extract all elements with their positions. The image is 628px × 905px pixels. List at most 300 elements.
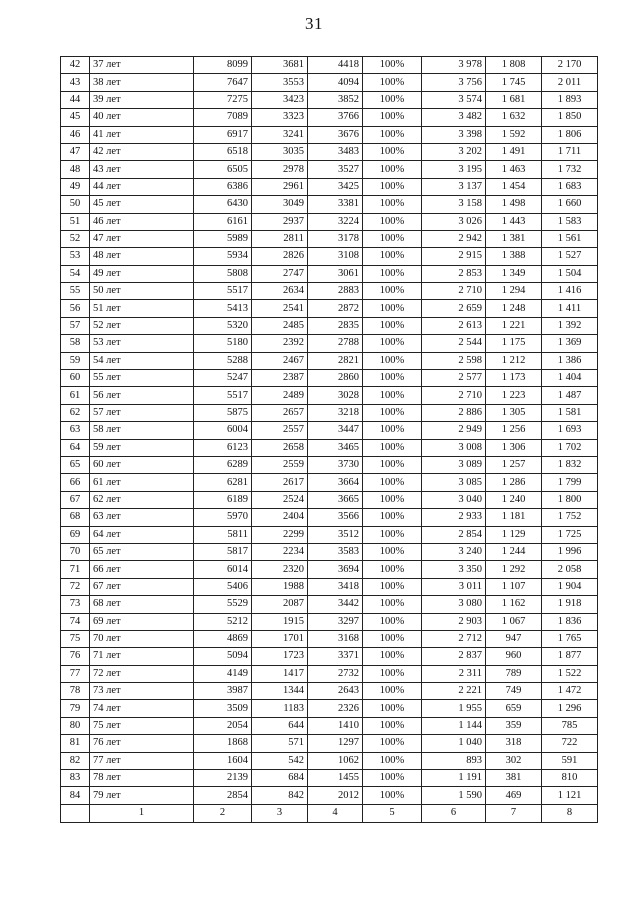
percent-cell: 100% [363, 213, 422, 230]
value-8-cell: 1 411 [542, 300, 598, 317]
table-row [61, 474, 598, 491]
female-cell: 3218 [308, 404, 363, 421]
value-7-cell: 1 256 [486, 422, 542, 439]
male-cell: 1417 [252, 665, 308, 682]
value-7-cell: 1 491 [486, 143, 542, 160]
female-cell: 3465 [308, 439, 363, 456]
row-number-cell: 81 [61, 735, 90, 752]
male-cell: 2559 [252, 456, 308, 473]
value-8-cell: 1 918 [542, 596, 598, 613]
male-cell: 2524 [252, 491, 308, 508]
value-6-cell: 1 590 [422, 787, 486, 804]
age-group-cell: 47 лет [90, 230, 194, 247]
percent-cell: 100% [363, 439, 422, 456]
row-number-cell: 71 [61, 561, 90, 578]
table-row [61, 196, 598, 213]
row-number-cell: 76 [61, 648, 90, 665]
value-7-cell: 1 381 [486, 230, 542, 247]
value-6-cell: 3 011 [422, 578, 486, 595]
percent-cell: 100% [363, 613, 422, 630]
percent-cell: 100% [363, 91, 422, 108]
percent-cell: 100% [363, 491, 422, 508]
male-cell: 571 [252, 735, 308, 752]
value-6-cell: 2 942 [422, 230, 486, 247]
percent-cell: 100% [363, 352, 422, 369]
value-6-cell: 2 933 [422, 509, 486, 526]
table-row [61, 178, 598, 195]
value-8-cell: 1 583 [542, 213, 598, 230]
value-6-cell: 2 311 [422, 665, 486, 682]
value-8-cell: 1 702 [542, 439, 598, 456]
column-number-cell: 3 [252, 804, 308, 822]
value-6-cell: 2 712 [422, 630, 486, 647]
row-number-cell: 72 [61, 578, 90, 595]
value-8-cell: 722 [542, 735, 598, 752]
row-number-cell: 60 [61, 370, 90, 387]
age-group-cell: 72 лет [90, 665, 194, 682]
value-6-cell: 2 903 [422, 613, 486, 630]
row-number-cell: 64 [61, 439, 90, 456]
total-cell: 7647 [194, 74, 252, 91]
male-cell: 2978 [252, 161, 308, 178]
male-cell: 2387 [252, 370, 308, 387]
age-group-cell: 45 лет [90, 196, 194, 213]
female-cell: 2835 [308, 317, 363, 334]
total-cell: 6289 [194, 456, 252, 473]
female-cell: 3665 [308, 491, 363, 508]
value-7-cell: 1 212 [486, 352, 542, 369]
male-cell: 2937 [252, 213, 308, 230]
male-cell: 3241 [252, 126, 308, 143]
value-6-cell: 3 040 [422, 491, 486, 508]
female-cell: 3108 [308, 248, 363, 265]
row-number-cell: 53 [61, 248, 90, 265]
percent-cell: 100% [363, 404, 422, 421]
percent-cell: 100% [363, 126, 422, 143]
value-7-cell: 749 [486, 683, 542, 700]
total-cell: 6917 [194, 126, 252, 143]
percent-cell: 100% [363, 265, 422, 282]
value-8-cell: 2 011 [542, 74, 598, 91]
table-row [61, 161, 598, 178]
value-7-cell: 1 632 [486, 109, 542, 126]
age-group-cell: 67 лет [90, 578, 194, 595]
total-cell: 5094 [194, 648, 252, 665]
male-cell: 684 [252, 770, 308, 787]
male-cell: 3553 [252, 74, 308, 91]
table-row [61, 735, 598, 752]
value-6-cell: 2 710 [422, 387, 486, 404]
age-group-cell: 57 лет [90, 404, 194, 421]
value-7-cell: 947 [486, 630, 542, 647]
percent-cell: 100% [363, 648, 422, 665]
row-number-cell: 84 [61, 787, 90, 804]
value-6-cell: 3 195 [422, 161, 486, 178]
value-7-cell: 381 [486, 770, 542, 787]
total-cell: 1604 [194, 752, 252, 769]
value-6-cell: 3 080 [422, 596, 486, 613]
value-7-cell: 1 306 [486, 439, 542, 456]
value-8-cell: 1 893 [542, 91, 598, 108]
total-cell: 5288 [194, 352, 252, 369]
value-6-cell: 3 202 [422, 143, 486, 160]
value-6-cell: 2 598 [422, 352, 486, 369]
row-number-cell: 48 [61, 161, 90, 178]
percent-cell: 100% [363, 335, 422, 352]
value-8-cell: 1 504 [542, 265, 598, 282]
percent-cell: 100% [363, 526, 422, 543]
value-8-cell: 1 806 [542, 126, 598, 143]
value-8-cell: 1 392 [542, 317, 598, 334]
row-number-cell: 62 [61, 404, 90, 421]
value-6-cell: 3 574 [422, 91, 486, 108]
value-8-cell: 1 561 [542, 230, 598, 247]
age-group-cell: 65 лет [90, 543, 194, 560]
population-table [60, 56, 598, 823]
value-8-cell: 1 386 [542, 352, 598, 369]
row-number-cell: 51 [61, 213, 90, 230]
table-row [61, 596, 598, 613]
column-number-cell: 7 [486, 804, 542, 822]
male-cell: 842 [252, 787, 308, 804]
value-8-cell: 1 996 [542, 543, 598, 560]
male-cell: 2485 [252, 317, 308, 334]
male-cell: 1988 [252, 578, 308, 595]
table-body [61, 57, 598, 823]
value-6-cell: 1 040 [422, 735, 486, 752]
table-row [61, 509, 598, 526]
age-group-cell: 70 лет [90, 630, 194, 647]
row-number-cell: 73 [61, 596, 90, 613]
total-cell: 4149 [194, 665, 252, 682]
value-6-cell: 2 577 [422, 370, 486, 387]
percent-cell: 100% [363, 387, 422, 404]
value-7-cell: 1 257 [486, 456, 542, 473]
table-row [61, 456, 598, 473]
row-number-cell: 82 [61, 752, 90, 769]
percent-cell: 100% [363, 161, 422, 178]
percent-cell: 100% [363, 230, 422, 247]
male-cell: 2747 [252, 265, 308, 282]
total-cell: 3987 [194, 683, 252, 700]
value-8-cell: 591 [542, 752, 598, 769]
percent-cell: 100% [363, 717, 422, 734]
row-number-cell: 47 [61, 143, 90, 160]
total-cell: 5406 [194, 578, 252, 595]
table-row [61, 91, 598, 108]
value-6-cell: 3 398 [422, 126, 486, 143]
value-8-cell: 1 660 [542, 196, 598, 213]
total-cell: 6189 [194, 491, 252, 508]
value-8-cell: 1 369 [542, 335, 598, 352]
column-number-cell: 8 [542, 804, 598, 822]
value-6-cell: 3 089 [422, 456, 486, 473]
percent-cell: 100% [363, 283, 422, 300]
row-number-cell: 52 [61, 230, 90, 247]
value-8-cell: 1 800 [542, 491, 598, 508]
total-cell: 2854 [194, 787, 252, 804]
row-number-cell: 75 [61, 630, 90, 647]
value-7-cell: 1 175 [486, 335, 542, 352]
value-8-cell: 1 765 [542, 630, 598, 647]
value-7-cell: 1 221 [486, 317, 542, 334]
row-number-cell: 55 [61, 283, 90, 300]
female-cell: 3425 [308, 178, 363, 195]
table-row [61, 717, 598, 734]
total-cell: 7089 [194, 109, 252, 126]
value-7-cell: 1 294 [486, 283, 542, 300]
row-number-cell: 44 [61, 91, 90, 108]
value-6-cell: 2 915 [422, 248, 486, 265]
male-cell: 2234 [252, 543, 308, 560]
percent-cell: 100% [363, 370, 422, 387]
percent-cell: 100% [363, 456, 422, 473]
female-cell: 3178 [308, 230, 363, 247]
value-8-cell: 810 [542, 770, 598, 787]
female-cell: 1455 [308, 770, 363, 787]
table-row [61, 561, 598, 578]
male-cell: 1344 [252, 683, 308, 700]
table-row [61, 752, 598, 769]
table-row [61, 648, 598, 665]
table-row [61, 283, 598, 300]
total-cell: 5811 [194, 526, 252, 543]
value-7-cell: 318 [486, 735, 542, 752]
female-cell: 1062 [308, 752, 363, 769]
value-7-cell: 1 454 [486, 178, 542, 195]
value-6-cell: 893 [422, 752, 486, 769]
age-group-cell: 59 лет [90, 439, 194, 456]
male-cell: 2489 [252, 387, 308, 404]
total-cell: 5808 [194, 265, 252, 282]
female-cell: 3061 [308, 265, 363, 282]
row-number-cell: 78 [61, 683, 90, 700]
age-group-cell: 48 лет [90, 248, 194, 265]
percent-cell: 100% [363, 196, 422, 213]
percent-cell: 100% [363, 543, 422, 560]
male-cell: 1183 [252, 700, 308, 717]
total-cell: 5517 [194, 283, 252, 300]
age-group-cell: 71 лет [90, 648, 194, 665]
age-group-cell: 56 лет [90, 387, 194, 404]
table-row [61, 126, 598, 143]
total-cell: 6505 [194, 161, 252, 178]
percent-cell: 100% [363, 317, 422, 334]
value-8-cell: 1 683 [542, 178, 598, 195]
value-6-cell: 3 026 [422, 213, 486, 230]
total-cell: 6518 [194, 143, 252, 160]
value-6-cell: 3 756 [422, 74, 486, 91]
percent-cell: 100% [363, 630, 422, 647]
value-6-cell: 2 837 [422, 648, 486, 665]
column-number-cell [61, 804, 90, 822]
value-7-cell: 1 349 [486, 265, 542, 282]
percent-cell: 100% [363, 700, 422, 717]
female-cell: 4418 [308, 57, 363, 74]
age-group-cell: 63 лет [90, 509, 194, 526]
total-cell: 5934 [194, 248, 252, 265]
row-number-cell: 61 [61, 387, 90, 404]
value-7-cell: 1 592 [486, 126, 542, 143]
percent-cell: 100% [363, 300, 422, 317]
percent-cell: 100% [363, 422, 422, 439]
percent-cell: 100% [363, 474, 422, 491]
male-cell: 2811 [252, 230, 308, 247]
age-group-cell: 55 лет [90, 370, 194, 387]
value-8-cell: 1 121 [542, 787, 598, 804]
percent-cell: 100% [363, 578, 422, 595]
female-cell: 2883 [308, 283, 363, 300]
row-number-cell: 58 [61, 335, 90, 352]
row-number-cell: 59 [61, 352, 90, 369]
row-number-cell: 65 [61, 456, 90, 473]
male-cell: 2658 [252, 439, 308, 456]
value-7-cell: 1 181 [486, 509, 542, 526]
age-group-cell: 39 лет [90, 91, 194, 108]
value-7-cell: 1 498 [486, 196, 542, 213]
age-group-cell: 68 лет [90, 596, 194, 613]
male-cell: 542 [252, 752, 308, 769]
table-row [61, 213, 598, 230]
table-row [61, 404, 598, 421]
value-8-cell: 1 836 [542, 613, 598, 630]
row-number-cell: 43 [61, 74, 90, 91]
value-7-cell: 1 305 [486, 404, 542, 421]
value-6-cell: 3 158 [422, 196, 486, 213]
value-7-cell: 1 129 [486, 526, 542, 543]
table-row [61, 370, 598, 387]
value-8-cell: 1 799 [542, 474, 598, 491]
column-number-cell: 1 [90, 804, 194, 822]
total-cell: 4869 [194, 630, 252, 647]
female-cell: 3566 [308, 509, 363, 526]
percent-cell: 100% [363, 665, 422, 682]
column-number-cell: 5 [363, 804, 422, 822]
male-cell: 2557 [252, 422, 308, 439]
row-number-cell: 66 [61, 474, 90, 491]
male-cell: 2320 [252, 561, 308, 578]
value-6-cell: 3 137 [422, 178, 486, 195]
value-6-cell: 3 350 [422, 561, 486, 578]
age-group-cell: 60 лет [90, 456, 194, 473]
percent-cell: 100% [363, 683, 422, 700]
row-number-cell: 63 [61, 422, 90, 439]
value-7-cell: 960 [486, 648, 542, 665]
table-row [61, 57, 598, 74]
age-group-cell: 50 лет [90, 283, 194, 300]
age-group-cell: 46 лет [90, 213, 194, 230]
column-number-cell: 6 [422, 804, 486, 822]
value-8-cell: 2 058 [542, 561, 598, 578]
female-cell: 3676 [308, 126, 363, 143]
female-cell: 3527 [308, 161, 363, 178]
value-8-cell: 1 472 [542, 683, 598, 700]
age-group-cell: 69 лет [90, 613, 194, 630]
total-cell: 8099 [194, 57, 252, 74]
male-cell: 3049 [252, 196, 308, 213]
value-8-cell: 1 581 [542, 404, 598, 421]
table-row [61, 230, 598, 247]
total-cell: 5180 [194, 335, 252, 352]
column-number-cell: 2 [194, 804, 252, 822]
value-6-cell: 1 191 [422, 770, 486, 787]
table-row [61, 422, 598, 439]
row-number-cell: 42 [61, 57, 90, 74]
row-number-cell: 54 [61, 265, 90, 282]
male-cell: 3323 [252, 109, 308, 126]
age-group-cell: 64 лет [90, 526, 194, 543]
row-number-cell: 74 [61, 613, 90, 630]
table-row [61, 143, 598, 160]
total-cell: 5817 [194, 543, 252, 560]
table-row [61, 683, 598, 700]
total-cell: 2139 [194, 770, 252, 787]
table-row [61, 526, 598, 543]
female-cell: 3664 [308, 474, 363, 491]
age-group-cell: 51 лет [90, 300, 194, 317]
female-cell: 2326 [308, 700, 363, 717]
table-row [61, 387, 598, 404]
table-row [61, 665, 598, 682]
male-cell: 3423 [252, 91, 308, 108]
male-cell: 2087 [252, 596, 308, 613]
total-cell: 5529 [194, 596, 252, 613]
female-cell: 3224 [308, 213, 363, 230]
total-cell: 6430 [194, 196, 252, 213]
percent-cell: 100% [363, 109, 422, 126]
value-7-cell: 1 107 [486, 578, 542, 595]
male-cell: 644 [252, 717, 308, 734]
female-cell: 3028 [308, 387, 363, 404]
value-6-cell: 2 659 [422, 300, 486, 317]
value-7-cell: 789 [486, 665, 542, 682]
column-number-cell: 4 [308, 804, 363, 822]
table-row [61, 352, 598, 369]
value-8-cell: 1 832 [542, 456, 598, 473]
value-7-cell: 1 162 [486, 596, 542, 613]
row-number-cell: 49 [61, 178, 90, 195]
row-number-cell: 50 [61, 196, 90, 213]
age-group-cell: 54 лет [90, 352, 194, 369]
total-cell: 5212 [194, 613, 252, 630]
value-8-cell: 2 170 [542, 57, 598, 74]
value-7-cell: 1 681 [486, 91, 542, 108]
female-cell: 3852 [308, 91, 363, 108]
value-6-cell: 2 949 [422, 422, 486, 439]
percent-cell: 100% [363, 178, 422, 195]
value-8-cell: 1 877 [542, 648, 598, 665]
table-row [61, 335, 598, 352]
female-cell: 3418 [308, 578, 363, 595]
table-row [61, 300, 598, 317]
value-7-cell: 1 244 [486, 543, 542, 560]
female-cell: 2788 [308, 335, 363, 352]
male-cell: 1701 [252, 630, 308, 647]
age-group-cell: 58 лет [90, 422, 194, 439]
male-cell: 2634 [252, 283, 308, 300]
value-6-cell: 3 978 [422, 57, 486, 74]
male-cell: 3681 [252, 57, 308, 74]
value-8-cell: 1 725 [542, 526, 598, 543]
table-row [61, 700, 598, 717]
percent-cell: 100% [363, 787, 422, 804]
female-cell: 3371 [308, 648, 363, 665]
age-group-cell: 49 лет [90, 265, 194, 282]
value-6-cell: 1 955 [422, 700, 486, 717]
male-cell: 2541 [252, 300, 308, 317]
percent-cell: 100% [363, 57, 422, 74]
value-8-cell: 1 711 [542, 143, 598, 160]
